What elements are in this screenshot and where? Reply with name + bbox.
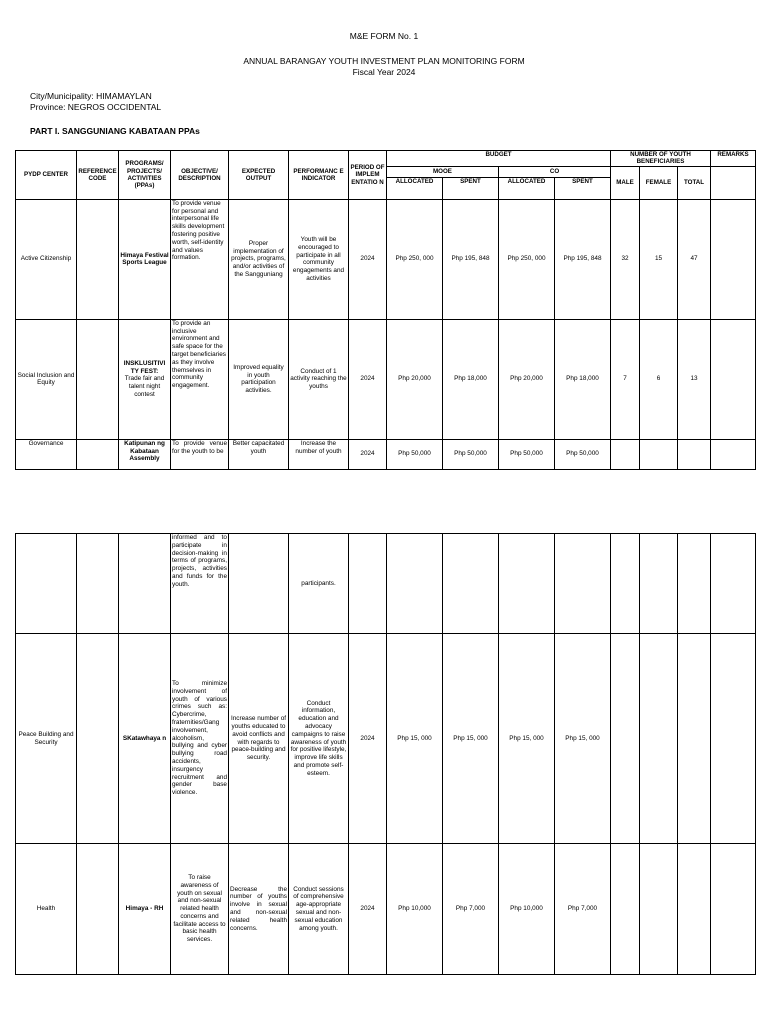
co-allocated: Php 20,000 (499, 319, 555, 439)
total-count (678, 534, 711, 634)
col-co-allocated: ALLOCATED (499, 177, 555, 199)
period: 2024 (349, 634, 387, 844)
mooe-spent: Php 15, 000 (443, 634, 499, 844)
expected-output (229, 534, 289, 634)
male-count (611, 844, 640, 975)
total-count (678, 844, 711, 975)
mooe-spent: Php 18,000 (443, 319, 499, 439)
col-co-spent: SPENT (555, 177, 611, 199)
form-number: M&E FORM No. 1 (349, 31, 419, 41)
province: Province: NEGROS OCCIDENTAL (30, 102, 162, 112)
total-count (678, 439, 711, 469)
objective: To raise awareness of youth on sexual and non-sexual related health concerns and facilitate access to basic health services. (171, 844, 229, 975)
co-allocated: Php 15, 000 (499, 634, 555, 844)
female-count: 15 (640, 199, 678, 319)
expected-output: Increase number of youths educated to avoid conflicts and with regards to peace-building and security. (229, 634, 289, 844)
objective: informed and to participate in decision-making in terms of programs, projects, activities and funds for the youth. (171, 534, 229, 634)
ppa-name-bold: INSKLUSITIVI TY FEST: (123, 359, 166, 375)
performance-indicator: Youth will be encouraged to participate in all community engagements and activities (289, 199, 349, 319)
performance-indicator: Increase the number of youth (289, 439, 349, 469)
col-total: TOTAL (678, 166, 711, 199)
period (349, 534, 387, 634)
reference-code (77, 439, 119, 469)
table-row (16, 534, 756, 634)
mooe-spent (443, 534, 499, 634)
table-row (16, 319, 756, 439)
female-count (640, 534, 678, 634)
col-period: PERIOD OF IMPLEM ENTATIO N (349, 151, 387, 200)
col-performance-indicator: PERFORMANC E INDICATOR (289, 151, 349, 200)
co-spent: Php 50,000 (555, 439, 611, 469)
reference-code (77, 319, 119, 439)
col-mooe-allocated: ALLOCATED (387, 177, 443, 199)
male-count: 32 (611, 199, 640, 319)
col-beneficiaries: NUMBER OF YOUTH BENEFICIARIES (611, 151, 711, 167)
performance-indicator: Conduct of 1 activity reaching the youths (289, 319, 349, 439)
period: 2024 (349, 319, 387, 439)
remarks (711, 319, 756, 439)
ppa-name: Himaya Festival Sports League (119, 199, 171, 319)
remarks (711, 439, 756, 469)
ppa-table (15, 150, 756, 470)
table-row (16, 199, 756, 319)
mooe-allocated: Php 15, 000 (387, 634, 443, 844)
part-title: PART I. SANGGUNIANG KABATAAN PPAs (30, 126, 200, 136)
co-spent: Php 15, 000 (555, 634, 611, 844)
ppa-name: Himaya - RH (119, 844, 171, 975)
ppa-name: Katipunan ng Kabataan Assembly (119, 439, 171, 469)
col-remarks: REMARKS (711, 151, 756, 167)
objective: To minimize involvement of youth of various crimes such as: Cybercrime, fraternities/Gang involvement, alcoholism, bullying and cyber bullying road accidents, insurgency recruitment and gender base violence. (171, 634, 229, 844)
co-spent (555, 534, 611, 634)
mooe-allocated: Php 50,000 (387, 439, 443, 469)
co-allocated: Php 250, 000 (499, 199, 555, 319)
form-title: ANNUAL BARANGAY YOUTH INVESTMENT PLAN MONITORING FORM (243, 56, 525, 66)
col-budget: BUDGET (387, 151, 611, 167)
city-municipality: City/Municipality: HIMAMAYLAN (30, 91, 152, 101)
total-count: 13 (678, 319, 711, 439)
pydp-center: Peace Building and Security (16, 634, 77, 844)
total-count: 47 (678, 199, 711, 319)
mooe-allocated: Php 10,000 (387, 844, 443, 975)
female-count: 6 (640, 319, 678, 439)
male-count (611, 439, 640, 469)
objective: To provide venue for the youth to be (171, 439, 229, 469)
female-count (640, 844, 678, 975)
pydp-center: Governance (16, 439, 77, 469)
mooe-spent: Php 50,000 (443, 439, 499, 469)
expected-output: Decrease the number of youths involve in sexual and non-sexual related health concerns. (229, 844, 289, 975)
table-row (16, 634, 756, 844)
pydp-center: Health (16, 844, 77, 975)
ppa-name: SKatawhaya n (119, 634, 171, 844)
female-count (640, 439, 678, 469)
male-count (611, 534, 640, 634)
remarks (711, 199, 756, 319)
co-spent: Php 7,000 (555, 844, 611, 975)
co-allocated: Php 50,000 (499, 439, 555, 469)
col-pydp-center: PYDP CENTER (16, 151, 77, 200)
col-co: CO (499, 166, 611, 177)
col-remarks-blank (711, 166, 756, 199)
ppa-name (119, 534, 171, 634)
pydp-center: Active Citizenship (16, 199, 77, 319)
col-objective: OBJECTIVE/ DESCRIPTION (171, 151, 229, 200)
performance-indicator: Conduct sessions of comprehensive age-appropriate sexual and non-sexual education among youth. (289, 844, 349, 975)
co-allocated: Php 10,000 (499, 844, 555, 975)
mooe-spent: Php 7,000 (443, 844, 499, 975)
fiscal-year: Fiscal Year 2024 (352, 67, 416, 77)
total-count (678, 634, 711, 844)
mooe-allocated (387, 534, 443, 634)
col-expected-output: EXPECTED OUTPUT (229, 151, 289, 200)
ppa-name-detail: Trade fair and talent night contest (124, 375, 165, 398)
pydp-center: Social Inclusion and Equity (16, 319, 77, 439)
period: 2024 (349, 199, 387, 319)
co-spent: Php 195, 848 (555, 199, 611, 319)
col-female: FEMALE (640, 166, 678, 199)
mooe-allocated: Php 250, 000 (387, 199, 443, 319)
ppa-table-continued (15, 533, 756, 975)
female-count (640, 634, 678, 844)
male-count: 7 (611, 319, 640, 439)
expected-output: Improved equality in youth participation activities. (229, 319, 289, 439)
col-mooe: MOOE (387, 166, 499, 177)
col-reference-code: REFERENCE CODE (77, 151, 119, 200)
objective: To provide an inclusive environment and safe space for the target beneficiaries as they involve themselves in community engagement. (171, 319, 229, 439)
table-row (16, 439, 756, 469)
period: 2024 (349, 439, 387, 469)
performance-indicator: participants. (289, 534, 349, 634)
reference-code (77, 634, 119, 844)
mooe-spent: Php 195, 848 (443, 199, 499, 319)
co-spent: Php 18,000 (555, 319, 611, 439)
performance-indicator: Conduct information, education and advocacy campaigns to raise awareness of youth for positive lifestyle, improve life skills and promote self-esteem. (289, 634, 349, 844)
expected-output: Better capacitated youth (229, 439, 289, 469)
col-male: MALE (611, 166, 640, 199)
mooe-allocated: Php 20,000 (387, 319, 443, 439)
male-count (611, 634, 640, 844)
ppa-name (119, 319, 171, 439)
objective: To provide venue for personal and interpersonal life skills development fostering positive worth, self-identity and values formation. (171, 199, 229, 319)
co-allocated (499, 534, 555, 634)
reference-code (77, 199, 119, 319)
reference-code (77, 534, 119, 634)
expected-output: Proper implementation of projects, programs, and/or activities of the Sangguniang (229, 199, 289, 319)
pydp-center (16, 534, 77, 634)
reference-code (77, 844, 119, 975)
period: 2024 (349, 844, 387, 975)
remarks (711, 534, 756, 634)
col-ppas: PROGRAMS/ PROJECTS/ ACTIVITIES (PPAs) (119, 151, 171, 200)
table-row (16, 844, 756, 975)
remarks (711, 844, 756, 975)
col-mooe-spent: SPENT (443, 177, 499, 199)
remarks (711, 634, 756, 844)
